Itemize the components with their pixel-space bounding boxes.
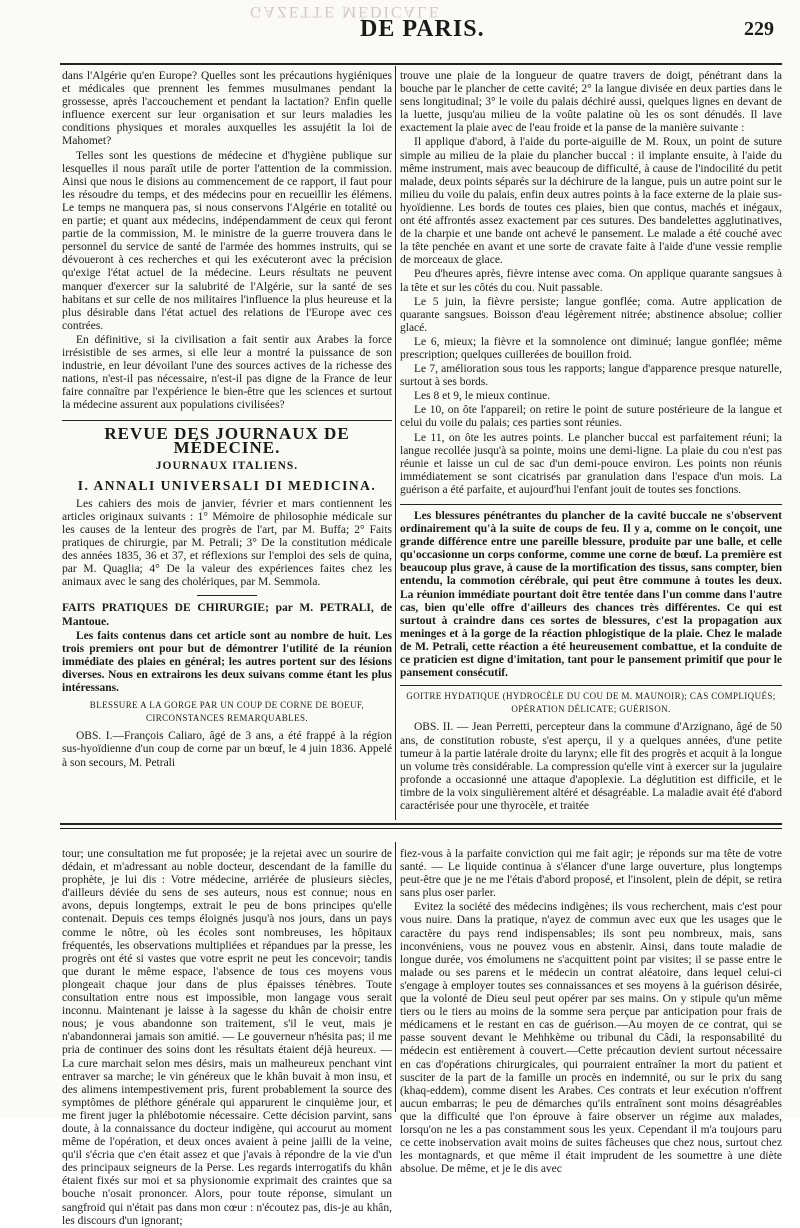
case-heading: GOITRE HYDATIQUE (HYDROCÈLE DU COU DE M. MAUNOIR); CAS COMPLIQUÉS; OPÉRATION DÉLICATE; GUÉRISON. xyxy=(406,691,776,715)
paragraph: fiez-vous à la parfaite conviction qui me fait agir; je réponds sur ma tête de votre santé. — Le liquide continua à s'élancer d'une large ouverture, plus longtemps peut-être que je ne me l'étais d'abord proposé, et l'insolent, plein de dépit, se retira sans plus oser parler. xyxy=(400,848,782,900)
paragraph: Le 5 juin, la fièvre persiste; langue gonflée; coma. Autre application de quarante sangsues. Boisson d'eau légèrement nitrée; abstinence absolue; collier glacé. xyxy=(400,295,782,334)
header-title: DE PARIS. xyxy=(360,16,485,42)
section-title: REVUE DES JOURNAUX DE MÉDECINE. xyxy=(104,424,350,457)
paragraph: tour; une consultation me fut proposée; je la rejetai avec un sourire de dédain, et m'adressant au noble docteur, descendant de la famille du prophète, je lui dis : Votre médecine, arriérée de plusieurs siècles, d'ailleurs déviée du sens de ses auteurs, nous est connue; nous en avons, depuis longtemps, extrait le peu de bons principes qu'elle contenait. Depuis ces temps éloignés jusqu'à nos jours, dans un pays comme le nôtre, où les écoles sont nombreuses, les hôpitaux fréquentés, les observations multipliées et répandues par la presse, les progrès ont été si vastes que votre esprit ne peut les concevoir; tandis que durant le même espace, l'absence de tous ces moyens vous plongeait chaque jour dans de plus épaisses ténèbres. Toute consultation entre nous est impossible, mon langage vous serait inconnu. Maintenant je laisse à la sagesse du khân de choisir entre nous; je vous abandonne son traitement, s'il le veut, mais je n'abandonnerai jamais son amitié. — Le gouverneur n'hésita pas; il me pria de continuer des soins dont les résultats étaient déjà heureux. — La cure marchait selon mes désirs, mais un malheureux penchant vint entraver sa marche; le vin généreux que le khân buvait à mon insu, et des alimens intempestivement pris, furent probablement la source des symptômes de pléthore générale qui apparurent le cinquième jour, et me firent juger la phlébotomie nécessaire. Cette décision parvint, sans doute, à la connaissance du docteur indigène, qui accourut au moment même de l'opération, et deux onces avaient à peine jailli de la veine, qu'il s'écria que c'en était assez et que j'avais à répondre de la vie d'un des principaux seigneurs de la Perse. Les regards interrogatifs du khân étaient fixés sur moi et sa physionomie exprimait des craintes que sa bouche n'osait prononcer. Alors, pour toute réponse, simulant un sangfroid qui n'était pas dans mon cœur : n'écoutez pas, dis-je au khân, les discours d'un ignorant; xyxy=(62,848,392,1227)
divider xyxy=(62,420,392,421)
section-subtitle: JOURNAUX ITALIENS. xyxy=(155,459,299,472)
header-rule xyxy=(60,63,782,65)
paragraph: OBS. II. — Jean Perretti, percepteur dans la commune d'Arzignano, âgé de 50 ans, de constitution robuste, s'est aperçu, il y a quelques années, d'une petite tumeur à la partie latérale droite du larynx; elle fit des progrès et acquit à la longue un volume très considérable. La compression qu'elle vint à exercer sur la jugulaire profonde a occasionné une attaque d'apoplexie. La déglutition est difficile, et le timbre de la voix singulièrement altéré et désagréable. La maladie avait été d'abord caractérisée pour une thyrocèle, et traitée xyxy=(400,721,782,812)
paragraph: Le 11, on ôte les autres points. Le plancher buccal est parfaitement réuni; la langue recollée jusqu'à sa pointe, moins une demi-ligne. La plaie du cou n'est pas réunie et laisse un cul de sac d'un demi-pouce environ. Les points non réunis immédiatement se sont cicatrisés par granulation dans l'espace d'un mois. La guérison a été parfaite, et aujourd'hui l'enfant jouit de toutes ses fonctions. xyxy=(400,431,782,496)
paragraph: En définitive, si la civilisation a fait sentir aux Arabes la force irrésistible de ses armes, si elle leur a montré la puissance de son industrie, en leur dévoilant l'une des sources actives de la richesse des nations, n'est-il pas nécessaire, n'est-il pas digne de la France de leur faire connaître par l'expérience le bien-être que les sciences et surtout la médecine assurent aux populations civilisées? xyxy=(62,333,392,412)
column-left-bottom xyxy=(62,848,392,1227)
paragraph: OBS. I.—François Caliaro, âgé de 3 ans, a été frappé à la région sus-hyoïdienne d'un coup de corne par un bœuf, le 4 juin 1836. Appelé à son secours, M. Petrali xyxy=(62,730,392,769)
section-rule-thin xyxy=(60,828,782,829)
paragraph: Le 6, mieux; la fièvre et la somnolence ont diminué; langue gonflée; même prescription; quelques cuillerées de bouillon froid. xyxy=(400,335,782,361)
page-number: 229 xyxy=(744,18,774,40)
paragraph: dans l'Algérie qu'en Europe? Quelles sont les précautions hygiéniques et médicales que prennent les femmes musulmanes pendant la grossesse, après l'accouchement et pendant la lactation? Enfin quelle influence exercent sur leur organisation et sur leurs maladies les conditions physiques et morales auxquelles les assujétit la loi de Mahomet? xyxy=(62,70,392,148)
paragraph: Peu d'heures après, fièvre intense avec coma. On applique quarante sangsues à la tête et sur les côtés du cou. Nuit passable. xyxy=(400,268,782,294)
column-right-top xyxy=(400,70,782,818)
column-left-top xyxy=(62,70,392,818)
show-through-text: GAZETTE MÉDICALE xyxy=(250,3,441,20)
divider xyxy=(400,685,782,686)
paragraph: Evitez la société des médecins indigènes; ils vous recherchent, mais c'est pour vous nuire. Dans la pratique, n'ayez de commun avec eux que les usages que le caractère du pays rend indispensables; ils sont peu nombreux, mais, sans inconvéniens, vous ne pouvez vous en abstenir. Ainsi, dans toute maladie de longue durée, vos émolumens ne s'acquittent point par visites; il se passe entre le malade ou ses parens et le médecin un contrat aléatoire, dans lequel celui-ci s'engage à employer toutes ses connaissances et ses moyens à la guérison désirée, que la volonté de Dieu seul peut opérer par ses mains. On y stipule qu'un même tiers ou le tiers au moins de la somme sera perçue par anticipation pour frais de médicamens et le restant en cas de guérison.—Au moyen de ce contrat, qui se passe souvent devant le Mehhkème ou tribunal du Câdi, la responsabilité du médecin est entièrement à couvert.—Cette précaution devient surtout nécessaire en cas d'opérations chirurgicales, qui pourraient entraîner la mort du patient et susciter de la part de la famille un procès en indemnité, ou sur le prix du sang (khaq-eddem), comme disent les Arabes. Ces contrats et leur exécution n'offrent aucun embarras; le peu de démarches qu'ils entraînent sont moins désagréables que la difficulté que l'on éprouve à faire observer un régime aux malades, lorsqu'on ne les a pas constamment sous les yeux. Cependant il m'a toujours paru ce cette inobservation avait moins de suites fâcheuses que chez nous, surtout chez les montagnards, et que même il était imprudent de les soumettre à une diète absolue. De même, et je le dis avec xyxy=(400,901,782,1176)
paragraph: Le 7, amélioration sous tous les rapports; langue d'apparence presque naturelle, surtout à ses bords. xyxy=(400,363,782,389)
paragraph: Le 10, on ôte l'appareil; on retire le point de suture postérieure de la langue et celui du voile du palais; ces parties sont réunies. xyxy=(400,404,782,430)
column-divider-bottom xyxy=(395,842,396,1112)
divider xyxy=(400,504,782,505)
paragraph: Telles sont les questions de médecine et d'hygiène publique sur lesquelles il nous paraît utile de porter l'attention de la commission. Ainsi que nous le disions au commencement de ce rapport, il faut pour les résoudre du temps, et des médecins pour en recueillir les élémens. Le temps ne manquera pas, si nous conservons l'Algérie en totalité ou en partie; et quant aux médecins, indépendamment de ceux qui feront partie de la commission, M. le ministre de la guerre trouvera dans le personnel du service de santé de l'armée des hommes instruits, qui se dévoueront à ces recherches et qui les exécuteront avec la précision qu'exige l'état actuel de la médecine. Leurs résultats ne peuvent manquer d'exercer sur la salubrité de l'Algérie, sur la santé de ses habitans et sur celle de nos militaires l'influence la plus heureuse et la plus désirable dans l'état actuel des relations de l'Europe avec ces contrées. xyxy=(62,149,392,332)
paragraph: Les 8 et 9, le mieux continue. xyxy=(414,390,551,403)
section-rule xyxy=(60,823,782,825)
paragraph: Les cahiers des mois de janvier, février et mars contiennent les articles originaux suivants : 1° Mémoire de philosophie médicale sur les causes de la lenteur des progrès de l'art, par M. Buffa; 2° Faits pratiques de chirurgie, par M. Petrali; 3° De la constitution médicale des années 1835, 36 et 37, et réflexions sur l'emploi des sels de quina, par M. Quaglia; 4° De la valeur des expériences faites chez les animaux avec le sang des cholériques, par M. Semmola. xyxy=(62,497,392,589)
column-divider-top xyxy=(395,66,396,820)
case-heading: BLESSURE A LA GORGE PAR UN COUP DE CORNE DE BOEUF, CIRCONSTANCES REMARQUABLES. xyxy=(89,700,365,724)
journal-title: I. ANNALI UNIVERSALI DI MEDICINA. xyxy=(77,477,377,493)
divider xyxy=(197,595,257,596)
commentary-paragraph: Les blessures pénétrantes du plancher de la cavité buccale ne s'observent ordinairement qu'à la suite de coups de feu. Il y a, comme on le conçoit, une grande différence entre une pareille blessure, produite par une balle, et celle qu'occasionne un corps conforme, comme une corne de bœuf. La première est beaucoup plus grave, à cause de la mortification des tissus, sans compter, bien entendu, la commotion cérébrale, qui peut être commune à toutes les deux. La réunion immédiate pourtant doit être tentée dans l'un comme dans l'autre cas, bien qu'elle offre d'ailleurs des chances très différentes. Ce qui est surtout à craindre dans ces sortes de blessures, c'est la propagation aux meninges et à la gorge de la réaction phlogistique de la plaie. Chez le malade de M. Petrali, cette réaction a été heureusement combattue, et la conduite de ce praticien est digne d'imitation, tant pour le pansement primitif que pour le pansement consécutif. xyxy=(400,510,782,680)
article-title: FAITS PRATIQUES DE CHIRURGIE; par M. PETRALI, de Mantoue. xyxy=(62,602,392,628)
page-header xyxy=(60,3,782,46)
paragraph: Il applique d'abord, à l'aide du porte-aiguille de M. Roux, un point de suture simple au milieu de la plaie du plancher buccal : il implante ensuite, à l'aide du même instrument, mais avec beaucoup de difficulté, à cause de l'indocilité du petit malade, deux points séparés sur la déchirure de la langue, puis un autre point sur le milieu du voile du palais, enfin deux autres points à la face externe de la plaie sus-hyoïdienne. Les bords de toutes ces plaies, bien que contus, machés et inégaux, ont été affrontés assez exactement par ces sutures. Des bandelettes agglutinatives, de la charpie et une bande ont achevé le pansement. Le malade a été couché avec la tête penchée en avant et une sorte de cravate faite à l'aide d'une vessie remplie de morceaux de glace. xyxy=(400,136,782,267)
paragraph: trouve une plaie de la longueur de quatre travers de doigt, pénétrant dans la bouche par le plancher de cette cavité; 2° la langue divisée en deux parties dans le sens longitudinal; 3° le voile du palais déchiré aussi, quelques lignes en devant de la luette, jusqu'au milieu de la voûte palatine où les os sont dénudés. Il lave exactement la plaie avec de l'eau froide et la panse de la manière suivante : xyxy=(400,70,782,135)
paragraph: Les faits contenus dans cet article sont au nombre de huit. Les trois premiers ont pour but de démontrer l'utilité de la réunion immédiate des plaies en général; les autres portent sur des lésions diverses. Nous en extrairons les deux suivans comme étant les plus intéressans. xyxy=(62,629,392,695)
column-right-bottom xyxy=(400,848,782,1176)
